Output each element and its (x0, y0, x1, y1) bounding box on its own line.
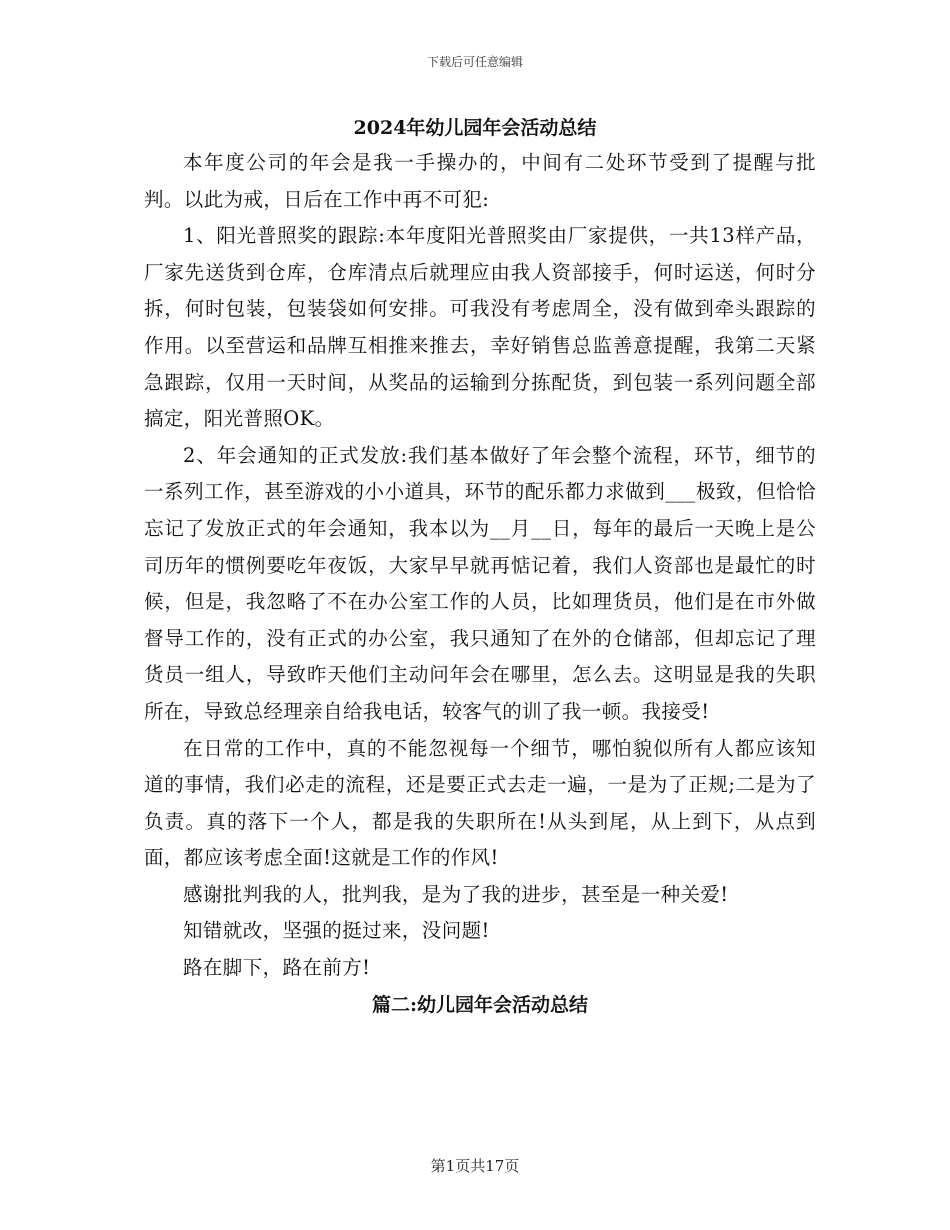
document-title: 2024年幼儿园年会活动总结 (353, 117, 597, 139)
resolve-paragraph: 知错就改，坚强的挺过来，没问题! (183, 919, 490, 943)
page-header-note: 下载后可任意编辑 (426, 55, 523, 69)
section-2-title: 篇二:幼儿园年会活动总结 (371, 993, 588, 1016)
page-number: 第1页共17页 (430, 1157, 520, 1175)
reflection-paragraph: 在日常的工作中，真的不能忽视每一个细节，哪怕貌似所有人都应该知道的事情，我们必走的流程，还是要正式去走一遍，一是为了正规;二是为了负责。真的落下一个人，都是我的失职所在!从头到尾，从上到下，从点到面，都应该考虑全面!这就是工作的作风! (144, 736, 816, 870)
thanks-paragraph: 感谢批判我的人，批判我，是为了我的进步，甚至是一种关爱! (183, 882, 729, 906)
closing-paragraph: 路在脚下，路在前方! (183, 956, 371, 980)
item-1-paragraph: 1、阳光普照奖的跟踪:本年度阳光普照奖由厂家提供，一共13样产品，厂家先送货到仓库，仓库清点后就理应由我人资部接手，何时运送，何时分拆，何时包装，包装袋如何安排。可我没有考虑周全，没有做到牵头跟踪的作用。以至营运和品牌互相推来推去，幸好销售总监善意提醒，我第二天紧急跟踪，仅用一天时间，从奖品的运输到分拣配货，到包装一系列问题全部搞定，阳光普照OK。 (144, 224, 816, 431)
item-2-paragraph: 2、年会通知的正式发放:我们基本做好了年会整个流程，环节，细节的一系列工作，甚至游戏的小小道具，环节的配乐都力求做到___极致，但恰恰忘记了发放正式的年会通知，我本以为__月__日，每年的最后一天晚上是公司历年的惯例要吃年夜饭，大家早早就再惦记着，我们人资部也是最忙的时候，但是，我忽略了不在办公室工作的人员，比如理货员，他们是在市外做督导工作的，没有正式的办公室，我只通知了在外的仓储部，但却忘记了理货员一组人，导致昨天他们主动问年会在哪里，怎么去。这明显是我的失职所在，导致总经理亲自给我电话，较客气的训了我一顿。我接受! (144, 443, 816, 723)
intro-paragraph: 本年度公司的年会是我一手操办的，中间有二处环节受到了提醒与批判。以此为戒，日后在工作中再不可犯: (144, 151, 816, 211)
document-body (144, 145, 816, 1023)
